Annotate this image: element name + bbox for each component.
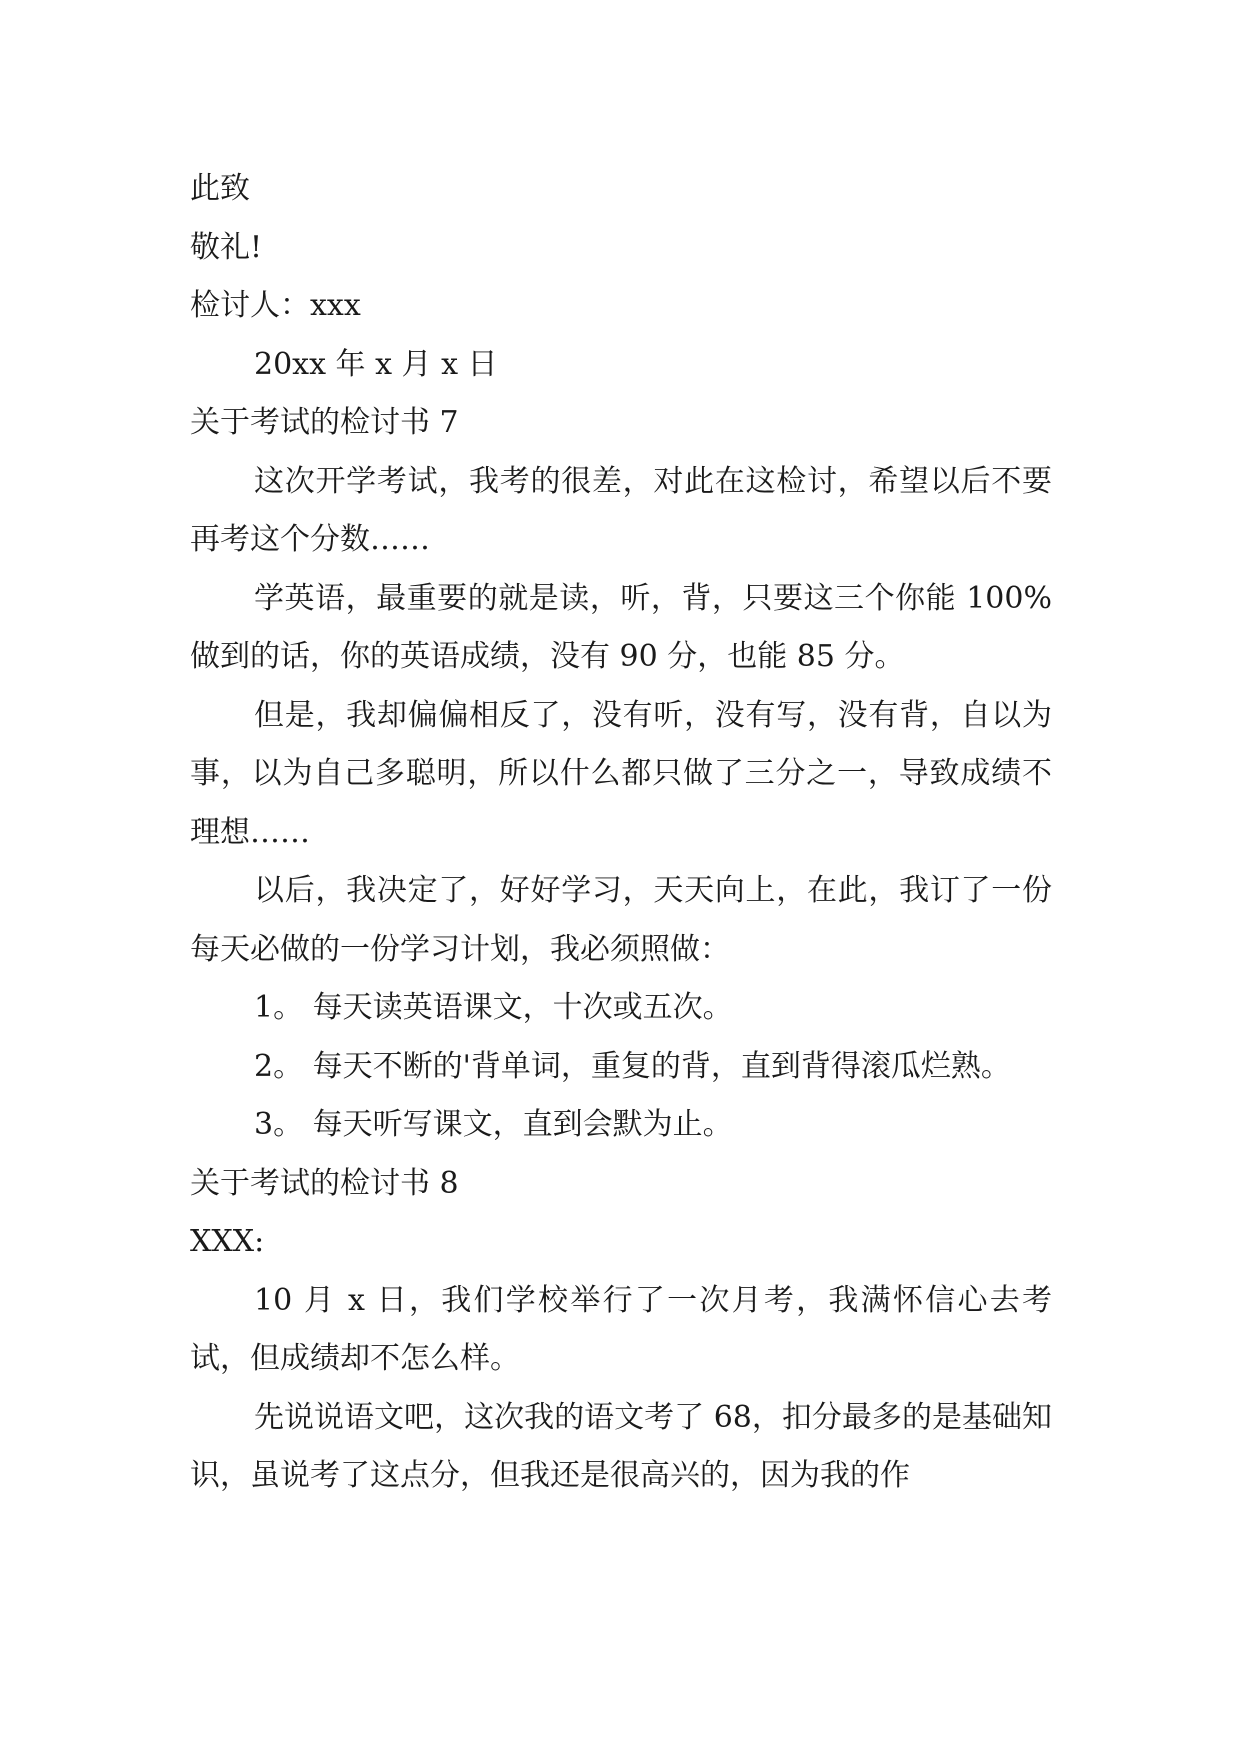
section-7-paragraph: 以后，我决定了，好好学习，天天向上，在此，我订了一份每天必做的一份学习计划，我必须照做：: [190, 873, 1052, 967]
section-7-plan-item: 3。 每天听写课文，直到会默为止。: [254, 1107, 733, 1142]
section-7-paragraph: 这次开学考试，我考的很差，对此在这检讨，希望以后不要再考这个分数……: [190, 463, 1052, 557]
section-8-salutation: XXX:: [190, 1224, 265, 1259]
closing-line-1: 此致: [190, 171, 250, 206]
section-7-title: 关于考试的检讨书 7: [190, 405, 459, 440]
closing-date: 20xx 年 x 月 x 日: [254, 346, 498, 382]
closing-line-2: 敬礼!: [190, 229, 263, 265]
section-7-plan-item: 2。 每天不断的'背单词，重复的背，直到背得滚瓜烂熟。: [254, 1048, 1011, 1084]
section-7-paragraph: 学英语，最重要的就是读，听，背，只要这三个你能 100%做到的话，你的英语成绩，没有 90 分，也能 85 分。: [190, 580, 1052, 674]
document-page: [190, 160, 1052, 1506]
section-8-title: 关于考试的检讨书 8: [190, 1165, 459, 1201]
section-7-plan-item: 1。 每天读英语课文，十次或五次。: [254, 990, 733, 1025]
section-7-paragraph: 但是，我却偏偏相反了，没有听，没有写，没有背，自以为事，以为自己多聪明，所以什么都只做了三分之一，导致成绩不理想……: [190, 697, 1052, 850]
closing-signer: 检讨人：xxx: [190, 288, 361, 323]
section-8-paragraph: 先说说语文吧，这次我的语文考了 68，扣分最多的是基础知识，虽说考了这点分，但我还是很高兴的，因为我的作: [190, 1399, 1052, 1493]
section-8-paragraph: 10 月 x 日，我们学校举行了一次月考，我满怀信心去考试，但成绩却不怎么样。: [190, 1282, 1052, 1376]
